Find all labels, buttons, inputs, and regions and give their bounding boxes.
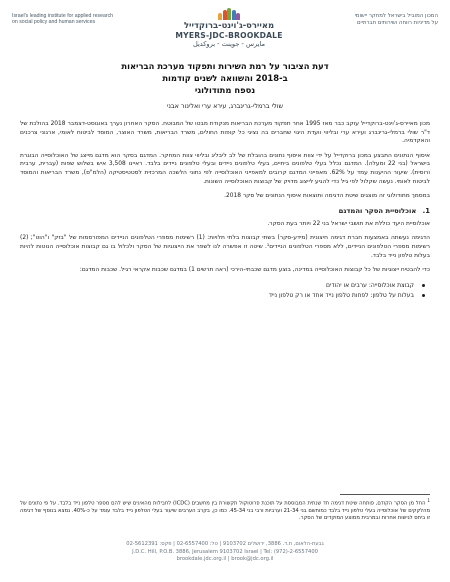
intro-paragraph: מכון מאיירס-ג'וינט-ברוקדייל עוקב כבר מאז 1995 אחר תפקוד מערכת הבריאות מנקודת מבטו של המבוטח. הסקר האחרון נערך באוגוסט-דצמבר 2018 בהולכת של ד"ר שולי ברמלי-גרינברג ועירא ערי ובליווי וועדת היגוי שחברים בה נציגי כל קופות החולים, משרד הבריאות, משרד האוצר, המוסד לביטוח לאומי, ארגוני צרכנים והאקדמיה.	[20, 121, 430, 145]
bullet-icon	[422, 284, 425, 287]
footnote-marker: 1	[427, 498, 430, 503]
list-item-text: בעלות על טלפון: לפחות טלפון נייד אחד או רק טלפון נייד	[268, 291, 414, 299]
section-title: אוכלוסיית הסקר והמדגם	[338, 206, 417, 215]
institute-logo	[174, 8, 284, 50]
footer-address-hebrew: גבעת-הלאום, ת.ד. 3886, ירושלים 9103702 | טל: 02-6557400 | פקס: 02-5612391	[126, 541, 324, 547]
list-item-text: קבוצת אוכלוסייה: ערבים או יהודים	[326, 281, 414, 289]
strata-list	[20, 281, 430, 301]
document-title	[20, 60, 430, 96]
tagline-hebrew	[298, 13, 438, 26]
logo-english-name: MYERS-JDC-BROOKDALE	[175, 31, 283, 40]
page-header	[0, 6, 450, 54]
title-line-3: נספח מתודולוגי	[194, 85, 256, 95]
document-body	[20, 60, 430, 305]
page-footer	[0, 541, 450, 564]
sampling-paragraph: הדגימה נעשתה באמצעות חברת דגימה חיצונית (מידע-סקר) בשתי קבוצות בלתי תלויות: (1) רשימות מספרי הטלפונים הניידים המפורסמות של "בזק" ו"הוט"; (2) רשימות מספרי הטלפונים הניידים, ללא מספרי הטלפונים הניידים¹. שיטה זו אפשרה לנו לשפר את הייצוגיות של הסקר ולכלול בו גם קבוצות אוכלוסייה הנוטות להיות בעלות טלפון נייד בלבד.	[20, 235, 430, 259]
authors-line: שולי ברמלי-גרינברג, עירא ערי ואלינור אבני	[167, 102, 283, 110]
data-collection-paragraph: איסוף הנתונים התבצע במכון ברוקדייל על ידי צוות איסוף נתונים בהובלת של לב ליבליג ובליווי צוות המחקר. המדגם בסקר הוא מדגם מייצג של האוכלוסייה הבוגרת בישראל (בני 22 ומעלה). המדגם נכלל בעלי טלפונים ביתיים, בעלי טלפונים ניידים ובעלי טלפונים ניידים בלבד. ראיינו 3,508 איש בשלוש שפות (עברית, ערבית ורוסית). שיעור ההיענות עמד על 62%. מאפייני המדגם קרובים למאפייני האוכלוסייה לפי נתוני הלשכה המרכזית לסטטיסטיקה (הלמ"ס), משרד הבריאות והמוסד לביטוח לאומי. נעשה שקלול לפי גיל כדי להגיע לייצוג מדויק של קבוצות האוכלוסייה השונות.	[20, 152, 431, 185]
footer-address-english: J.D.C. Hill, P.O.B. 3886, Jerusalem 9103702 Israel | Tel: (972)-2-6557400	[132, 548, 318, 555]
scope-paragraph: במסמך מתודולוגי זה מוצגים שיטת הדגימה ותוצאות איסוף הנתונים של סקר 2018.	[224, 193, 430, 200]
logo-arabic-name: مايرس - جوينت - بروكديل	[192, 40, 266, 48]
footnote	[20, 497, 430, 522]
bullet-icon	[422, 294, 425, 297]
strata-paragraph: כדי להבטיח ייצוגיות של כל קבוצות האוכלוסייה במדינה, בוצע מדגם שכבתי-הירכי (ראה תרשים 1) במדגם שכבות אקראי רגיל. שכבות המדגם:	[79, 267, 430, 274]
section-number: 1.	[422, 206, 430, 215]
tagline-hebrew-line-2: על מדיניות רווחה ושירותים חברתיים	[356, 19, 438, 26]
logo-mark-icon	[218, 8, 240, 20]
tagline-english	[12, 13, 152, 26]
tagline-english-line-1: Israel's leading institute for applied research	[12, 13, 114, 19]
section-heading	[20, 207, 430, 215]
tagline-hebrew-line-1: המכון המוביל בישראל למחקר יישומי	[354, 13, 438, 19]
footer-contact-link[interactable]: brookdale.jdc.org.il | brook@jdc.org.il	[176, 556, 274, 563]
list-item	[20, 281, 414, 291]
list-item	[20, 291, 414, 301]
title-line-1: דעת הציבור על רמת השירות ותפקוד מערכת הבריאות	[121, 61, 329, 71]
logo-hebrew-name: מאיירס-ג'וינט-ברוקדייל	[183, 20, 275, 30]
target-population-paragraph: אוכלוסיית היעד כוללת את תושבי ישראל בני 22 ויותר בעת הסקר.	[267, 220, 430, 227]
footnote-text: החל מן הסקר הקודם, פותחה שיטת דגימה חד שנתית המבוססת על תוכנת פרוטוקול תקשורת בין מחשבים (ICDC) לחבילות מהאיגים שיש להם מספר טלפון נייד בלבד. על פי נתונים של מהלקקים של אוכלוסייה בעלי טלפון נייד בלבד כמוחשם בני 21-34 וערביות ורבי בני 45-34. כמו כן, בקרב הערבים שיעור בעלי הטלפון נייד בלבד עומד על כ-40%. נמצא בנוסף של דגימה זו ביחס לגישות אחרות ובמרבית ממוצע המוקדים של הסקר.	[20, 500, 431, 522]
title-line-2: ב-2018 והשוואה לשנים קודמות	[162, 73, 288, 83]
footnote-divider	[340, 494, 430, 495]
tagline-english-line-2: on social policy and human services	[12, 19, 96, 26]
